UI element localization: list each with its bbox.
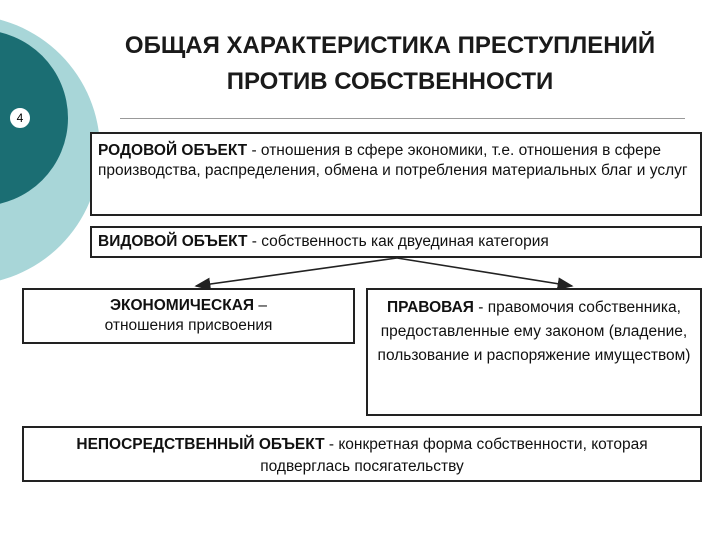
direct-object-text: - конкретная форма собственности, которая подверглась посягательству: [260, 436, 648, 475]
economic-text: отношения присвоения: [104, 317, 273, 334]
legal-box: [366, 288, 702, 416]
economic-box: [22, 288, 355, 344]
title-line-1: ОБЩАЯ ХАРАКТЕРИСТИКА ПРЕСТУПЛЕНИЙ: [124, 32, 656, 59]
direct-object-box: [22, 426, 702, 482]
economic-dash: –: [254, 297, 267, 314]
arrow-to-legal: [397, 258, 572, 286]
economic-term: ЭКОНОМИЧЕСКАЯ: [109, 297, 255, 314]
title-line-2: ПРОТИВ СОБСТВЕННОСТИ: [226, 68, 554, 95]
specific-object-text: - собственность как двуединая категория: [247, 233, 549, 250]
slide-number: 4: [9, 107, 31, 129]
legal-text: - правомочия собственника, предоставленные ему законом (владение, пользование и распоряжение имуществом): [377, 299, 691, 364]
specific-object-term: ВИДОВОЙ ОБЪЕКТ: [98, 233, 248, 250]
generic-object-text: - отношения в сфере экономики, т.е. отношения в сфере производства, распределения, обмена и потребления материальных благ и услуг: [98, 142, 688, 179]
generic-object-term: РОДОВОЙ ОБЪЕКТ: [98, 142, 248, 159]
arrow-to-economic: [196, 258, 397, 286]
direct-object-term: НЕПОСРЕДСТВЕННЫЙ ОБЪЕКТ: [76, 436, 325, 453]
legal-term: ПРАВОВАЯ: [386, 299, 474, 316]
